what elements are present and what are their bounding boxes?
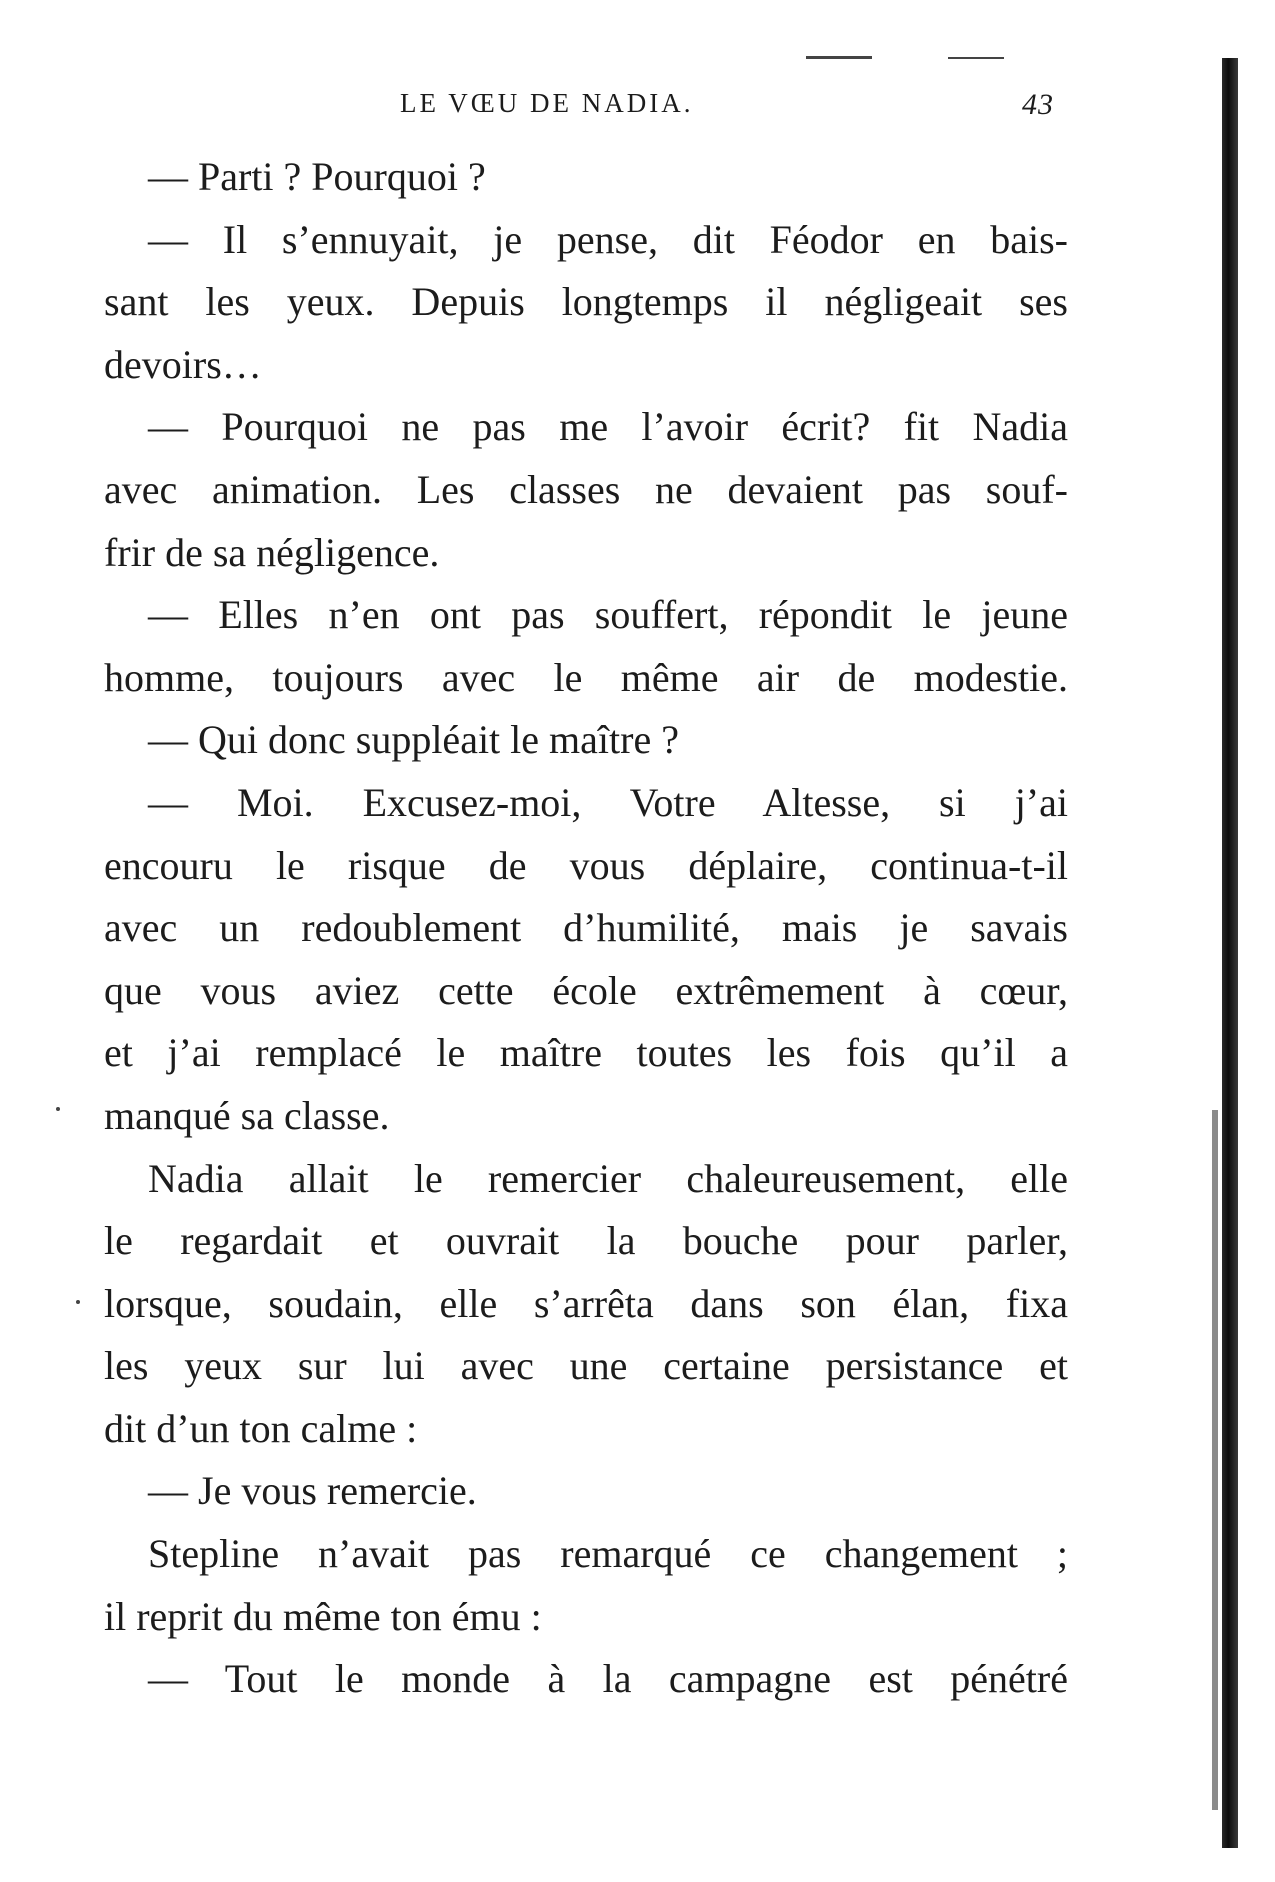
text-line: sant les yeux. Depuis longtemps il négligeait ses [104, 279, 1068, 325]
text-line: — Je vous remercie. [148, 1468, 477, 1514]
text-line: — Elles n’en ont pas souffert, répondit le jeune [148, 592, 1068, 638]
text-line: — Pourquoi ne pas me l’avoir écrit? fit Nadia [148, 404, 1068, 450]
text-line: — Moi. Excusez-moi, Votre Altesse, si j’ai [148, 779, 1068, 825]
text-line: manqué sa classe. [104, 1092, 390, 1138]
text-line: — Tout le monde à la campagne est pénétré [148, 1656, 1068, 1702]
binding-edge-inner-shadow [1212, 1110, 1218, 1810]
running-title: LE VŒU DE NADIA. [400, 88, 694, 118]
text-line: que vous aviez cette école extrêmement à cœur, [104, 967, 1068, 1013]
text-line: — Qui donc suppléait le maître ? [148, 717, 679, 763]
margin-speck [76, 1300, 80, 1304]
text-line: avec un redoublement d’humilité, mais je savais [104, 905, 1068, 951]
text-line: encouru le risque de vous déplaire, continua-t-il [104, 842, 1068, 888]
scan-artifact-mark [948, 57, 1004, 59]
body-text [104, 146, 1068, 1711]
text-line: lorsque, soudain, elle s’arrêta dans son élan, fixa [104, 1280, 1068, 1326]
scan-artifact-mark [806, 56, 872, 59]
text-line: devoirs… [104, 341, 262, 387]
text-line: et j’ai remplacé le maître toutes les fois qu’il a [104, 1030, 1068, 1076]
text-line: frir de sa négligence. [104, 529, 440, 575]
text-line: Stepline n’avait pas remarqué ce changement ; [148, 1531, 1068, 1577]
text-line: avec animation. Les classes ne devaient pas souf- [104, 466, 1068, 512]
text-line: — Parti ? Pourquoi ? [148, 154, 486, 199]
page-number: 43 [1022, 88, 1054, 121]
margin-speck [56, 1107, 60, 1111]
text-line: homme, toujours avec le même air de modestie. [104, 654, 1068, 700]
page-header [0, 88, 1275, 128]
text-line: les yeux sur lui avec une certaine persistance et [104, 1343, 1068, 1389]
text-line: le regardait et ouvrait la bouche pour parler, [104, 1218, 1068, 1264]
text-line: il reprit du même ton ému : [104, 1593, 542, 1639]
text-line: Nadia allait le remercier chaleureusement, elle [148, 1155, 1068, 1201]
text-line: — Il s’ennuyait, je pense, dit Féodor en bais- [148, 216, 1068, 262]
binding-edge-shadow [1222, 58, 1238, 1848]
text-line: dit d’un ton calme : [104, 1405, 418, 1451]
